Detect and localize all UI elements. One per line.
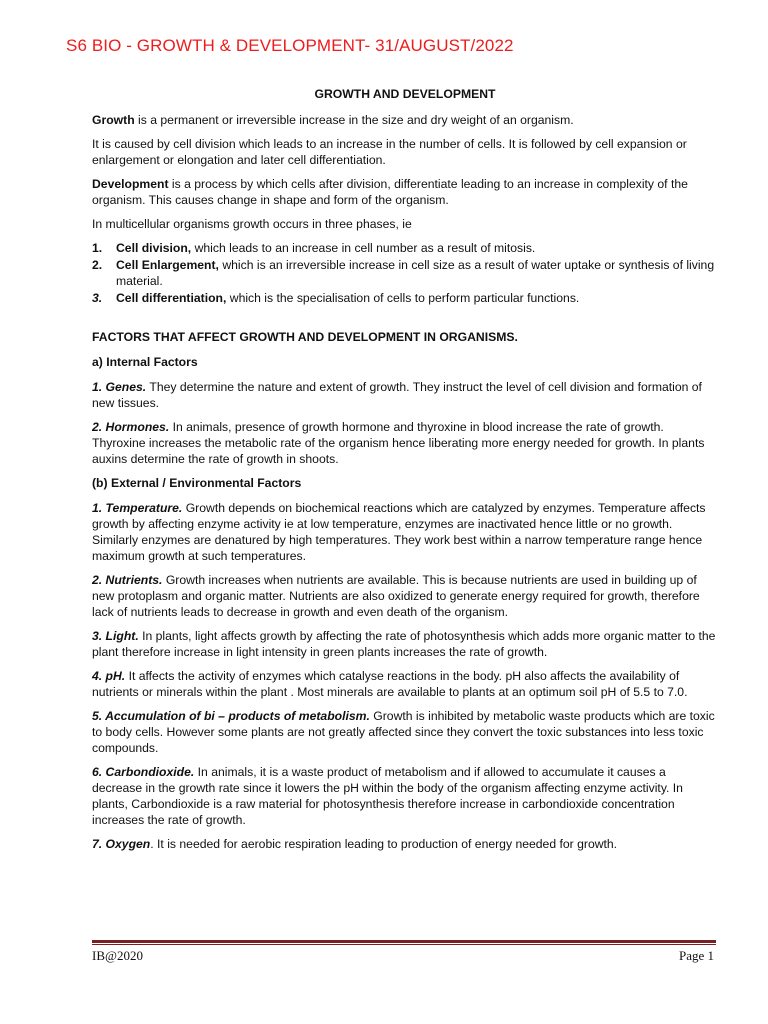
factor-term: 2. Nutrients. xyxy=(92,573,163,587)
factor-text: In animals, presence of growth hormone and thyroxine in blood increase the rate of growth. Thyroxine increases the metabolic rate of the organism hence liberating more energy needed for growth. In plants auxins determine the rate of growth in shoots. xyxy=(92,420,705,466)
factor-paragraph xyxy=(92,764,718,828)
development-definition xyxy=(92,176,718,208)
factor-paragraph xyxy=(92,668,718,700)
factor-term: 5. Accumulation of bi – products of metabolism. xyxy=(92,709,370,723)
list-number: 1. xyxy=(92,241,103,255)
document-title: GROWTH AND DEVELOPMENT xyxy=(314,87,496,101)
factor-text: Growth is inhibited by metabolic waste products which are toxic to body cells. However some plants are not greatly affected since they convert the toxic substances into less toxic compounds. xyxy=(92,709,715,755)
header-title: S6 BIO - GROWTH & DEVELOPMENT- 31/AUGUST/2022 xyxy=(66,36,514,55)
document-body xyxy=(92,86,718,860)
factor-term: 3. Light. xyxy=(92,629,139,643)
phase-term: Cell differentiation, xyxy=(116,291,227,305)
growth-definition xyxy=(92,112,718,128)
phase-text: which is the specialisation of cells to perform particular functions. xyxy=(226,291,580,305)
footer-copyright: IB@2020 xyxy=(92,948,143,963)
factors-heading: FACTORS THAT AFFECT GROWTH AND DEVELOPMENT IN ORGANISMS. xyxy=(92,330,518,344)
page-number: Page 1 xyxy=(678,948,714,963)
factor-term: 2. Hormones. xyxy=(92,420,170,434)
factor-paragraph xyxy=(92,500,718,564)
factor-term: 4. pH. xyxy=(92,669,126,683)
list-item xyxy=(92,290,718,306)
term-development: Development xyxy=(92,177,169,191)
factor-text: In animals, it is a waste product of metabolism and if allowed to accumulate it causes a decrease in the growth rate since it lowers the pH within the body of the organism affecting enzyme activity. In plants, Carbondioxide is a raw material for photosynthesis therefore increase in carbondioxide concentration increases the rate of growth. xyxy=(92,765,683,827)
footer-divider xyxy=(92,940,716,943)
factor-text: . It is needed for aerobic respiration leading to production of energy needed for growth. xyxy=(150,837,618,851)
list-number: 3. xyxy=(92,291,103,305)
factor-paragraph xyxy=(92,628,718,660)
factor-paragraph xyxy=(92,379,718,411)
factor-text: It affects the activity of enzymes which catalyse reactions in the body. pH also affects the availability of nutrients or minerals within the plant . Most minerals are available to plants at an optimum soil pH of 5.5 to 7.0. xyxy=(92,669,688,699)
factor-paragraph xyxy=(92,836,718,852)
external-factors-heading: (b) External / Environmental Factors xyxy=(92,476,302,490)
phase-text: which leads to an increase in cell number as a result of mitosis. xyxy=(191,241,536,255)
factor-term: 7. Oxygen xyxy=(92,837,151,851)
factor-text: Growth increases when nutrients are available. This is because nutrients are used in building up of new protoplasm and organic matter. Nutrients are also oxidized to generate energy required for growth, therefore lack of nutrients leads to decrease in growth and even death of the organism. xyxy=(92,573,700,619)
list-number: 2. xyxy=(92,258,103,272)
phases-intro: In multicellular organisms growth occurs in three phases, ie xyxy=(92,217,412,231)
factor-text: Growth depends on biochemical reactions which are catalyzed by enzymes. Temperature affects growth by affecting enzyme activity ie at low temperature, enzymes are inactivated hence little or no growth. Similarly enzymes are denatured by high temperatures. They work best within a narrow temperature range hence maximum growth at such temperatures. xyxy=(92,501,706,563)
factor-text: In plants, light affects growth by affecting the rate of photosynthesis which adds more organic matter to the plant therefore increase in light intensity in green plants increases the rate of growth. xyxy=(92,629,716,659)
factor-paragraph xyxy=(92,572,718,620)
factor-term: 1. Genes. xyxy=(92,380,147,394)
phase-text: which is an irreversible increase in cell size as a result of water uptake or synthesis of living material. xyxy=(116,258,715,288)
internal-factors-heading: a) Internal Factors xyxy=(92,355,198,369)
factor-paragraph xyxy=(92,708,718,756)
growth-cause: It is caused by cell division which leads to an increase in the number of cells. It is followed by cell expansion or enlargement or elongation and later cell differentiation. xyxy=(92,137,687,167)
term-growth: Growth xyxy=(92,113,135,127)
factor-term: 1. Temperature. xyxy=(92,501,183,515)
factor-text: They determine the nature and extent of growth. They instruct the level of cell division and formation of new tissues. xyxy=(92,380,702,410)
factor-paragraph xyxy=(92,419,718,467)
list-item xyxy=(92,240,718,256)
phase-term: Cell Enlargement, xyxy=(116,258,219,272)
list-item xyxy=(92,257,718,289)
footer-divider-thin xyxy=(92,944,716,945)
growth-phases-list xyxy=(92,240,718,306)
development-definition-text: is a process by which cells after division, differentiate leading to an increase in complexity of the organism. This causes change in shape and form of the organism. xyxy=(92,177,688,207)
growth-definition-text: is a permanent or irreversible increase in the size and dry weight of an organism. xyxy=(134,113,574,127)
phase-term: Cell division, xyxy=(116,241,192,255)
factor-term: 6. Carbondioxide. xyxy=(92,765,195,779)
